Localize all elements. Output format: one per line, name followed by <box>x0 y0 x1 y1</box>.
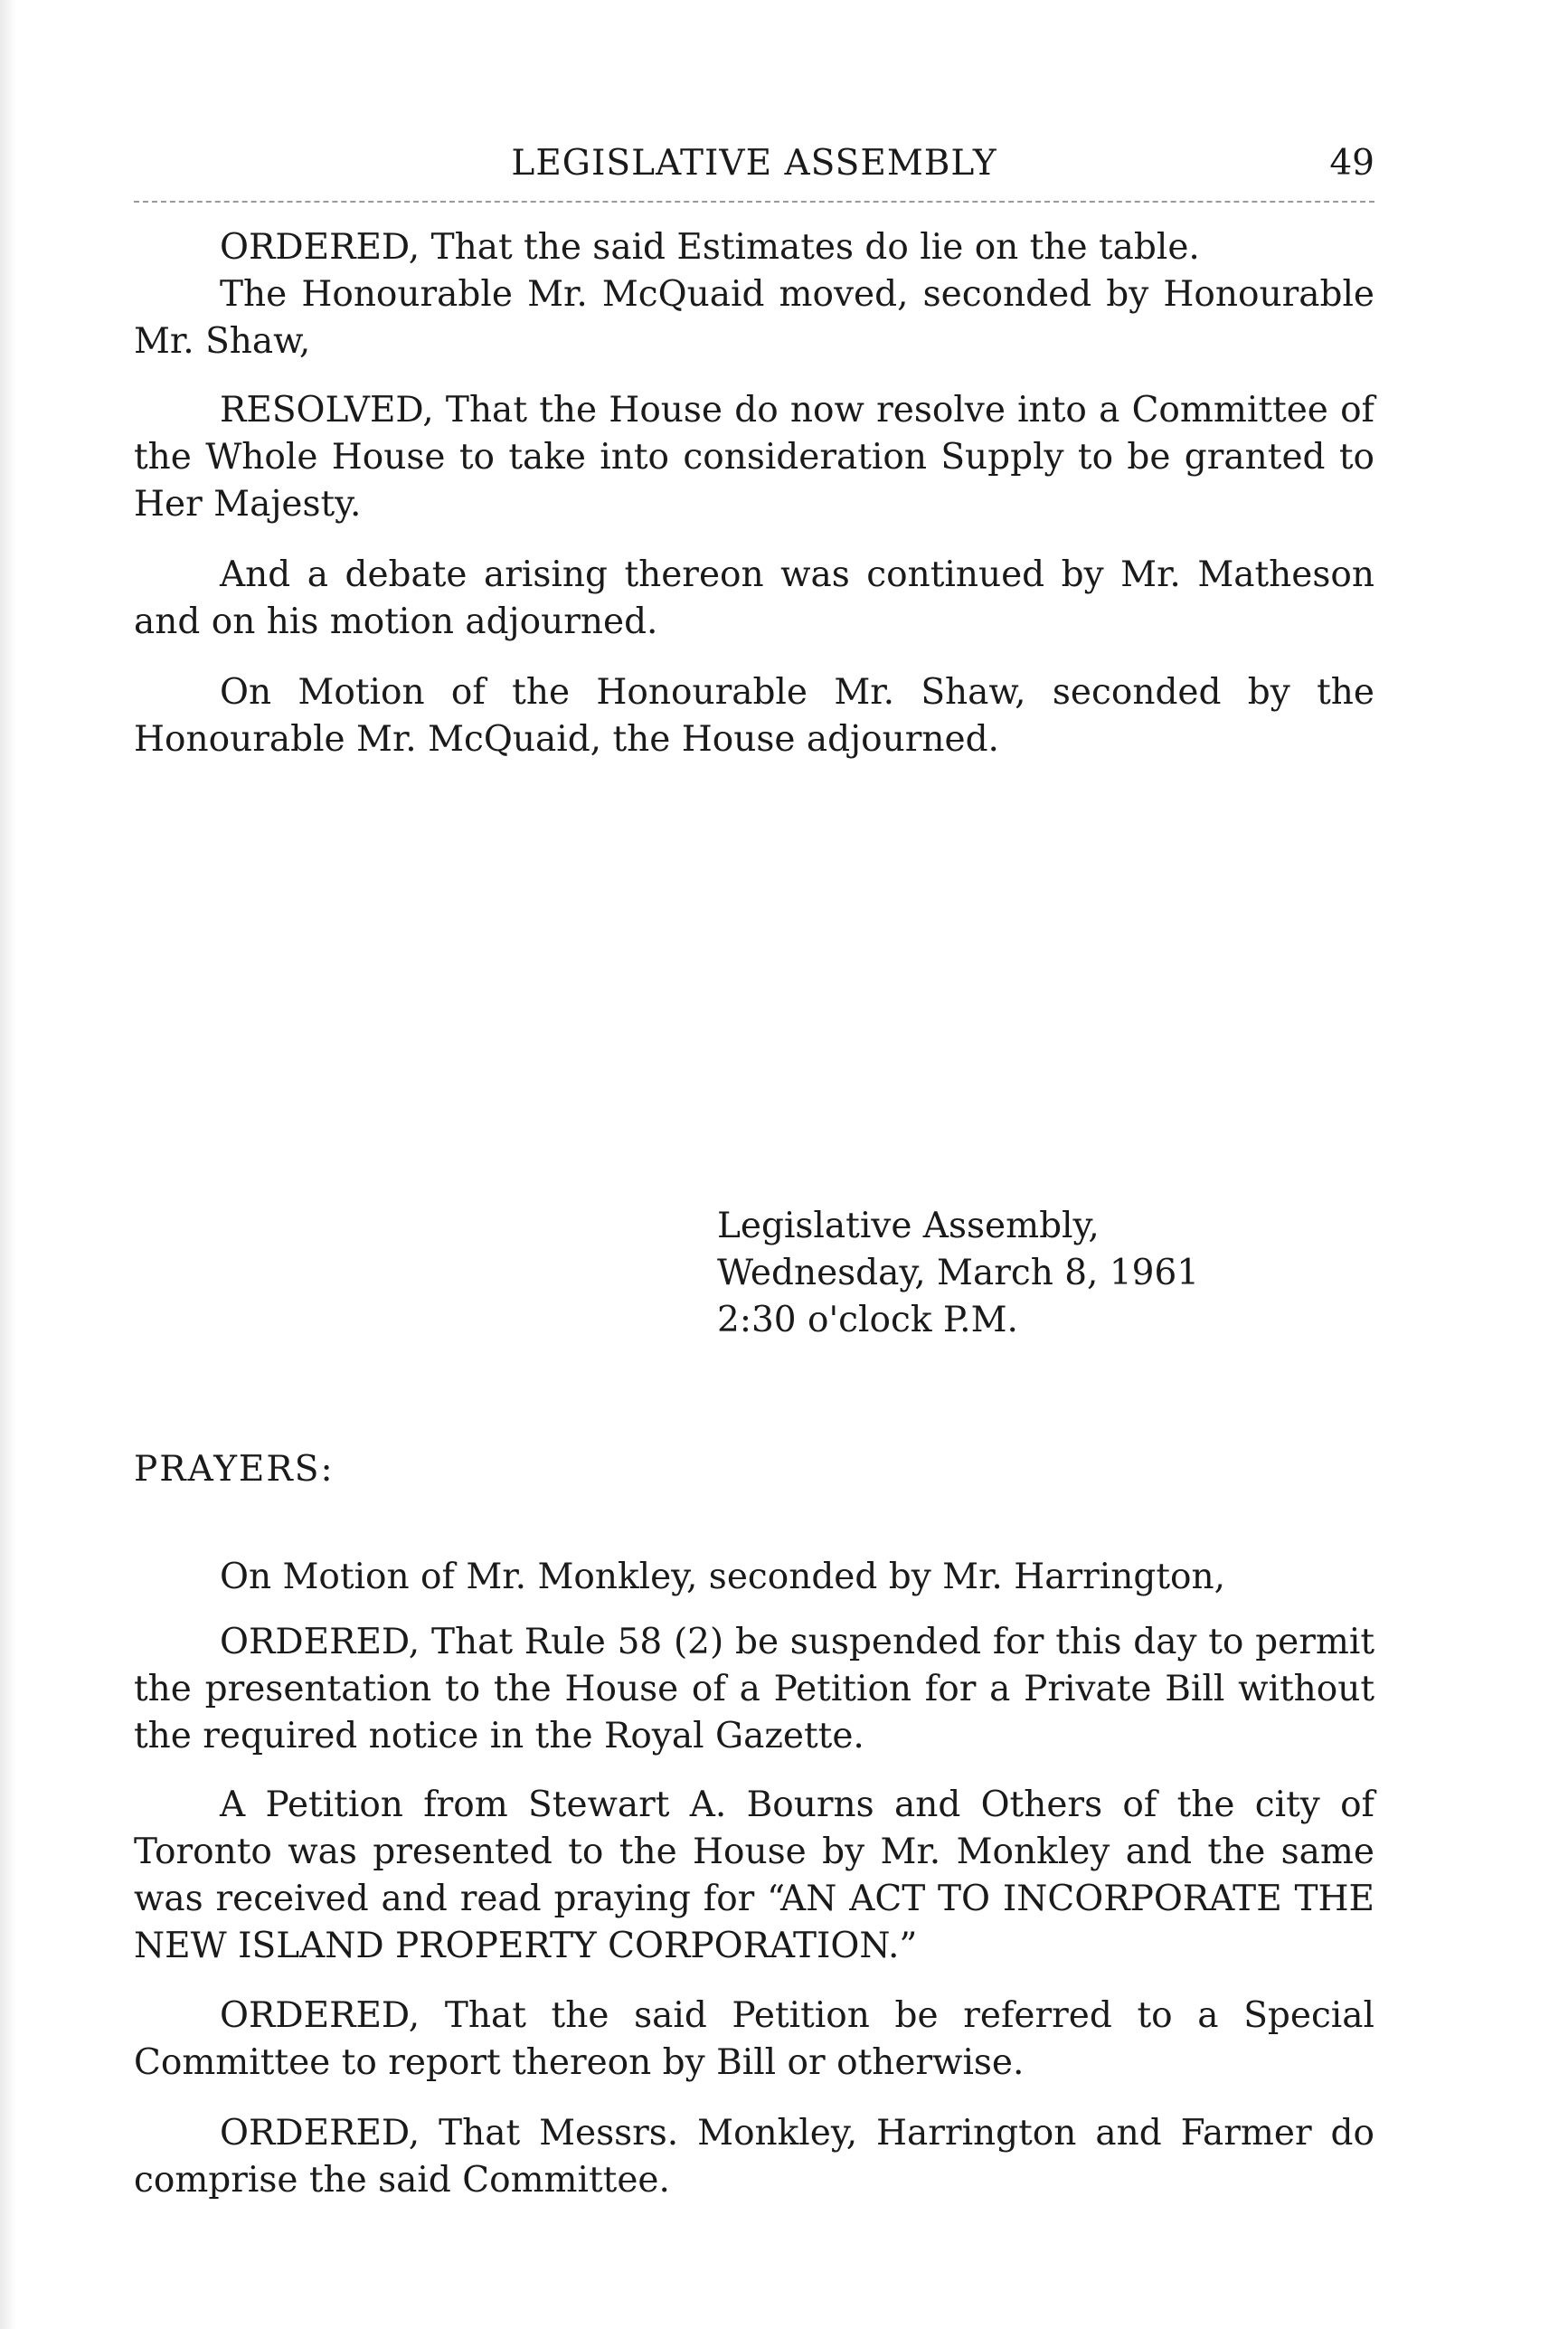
dateline-time: 2:30 o'clock P.M. <box>717 1300 1018 1340</box>
prayers-heading: PRAYERS: <box>134 1449 335 1490</box>
dateline-date: Wednesday, March 8, 1961 <box>717 1253 1200 1293</box>
header-rule <box>134 201 1374 203</box>
paragraph-debate-arising: And a debate arising thereon was continued by Mr. Matheson and on his motion adjourned. <box>134 554 1374 642</box>
running-header <box>134 143 1374 197</box>
dateline-assembly: Legislative Assembly, <box>717 1206 1100 1246</box>
paragraph-estimates-ordered: ORDERED, That the said Estimates do lie on the table. <box>220 227 1200 268</box>
paragraph-petition-presented: A Petition from Stewart A. Bourns and Others of the city of Toronto was presented to the House by Mr. Monkley and the same was received and read praying for “AN ACT TO INCORPORATE THE NEW ISLAND PROPERTY CORPORATION.” <box>134 1785 1374 1966</box>
paragraph-committee-members: ORDERED, That Messrs. Monkley, Harrington and Farmer do comprise the said Committee. <box>134 2113 1374 2201</box>
paragraph-motion-monkley: On Motion of Mr. Monkley, seconded by Mr. Harrington, <box>220 1557 1225 1597</box>
paragraph-petition-referred: ORDERED, That the said Petition be referred to a Special Committee to report thereon by Bill or otherwise. <box>134 1995 1374 2083</box>
scan-edge-shadow <box>0 0 16 2329</box>
running-title: LEGISLATIVE ASSEMBLY <box>511 143 997 184</box>
paragraph-resolved-committee: RESOLVED, That the House do now resolve into a Committee of the Whole House to take into consideration Supply to be granted to Her Majesty. <box>134 390 1374 525</box>
paragraph-rule-suspended: ORDERED, That Rule 58 (2) be suspended for this day to permit the presentation to the House of a Petition for a Private Bill without the required notice in the Royal Gazette. <box>134 1622 1374 1756</box>
paragraph-mcquaid-moved: The Honourable Mr. McQuaid moved, seconded by Honourable Mr. Shaw, <box>134 274 1374 362</box>
page-number: 49 <box>1329 143 1374 184</box>
dateline <box>717 1203 1199 1344</box>
paragraph-house-adjourned: On Motion of the Honourable Mr. Shaw, seconded by the Honourable Mr. McQuaid, the House adjourned. <box>134 672 1374 760</box>
